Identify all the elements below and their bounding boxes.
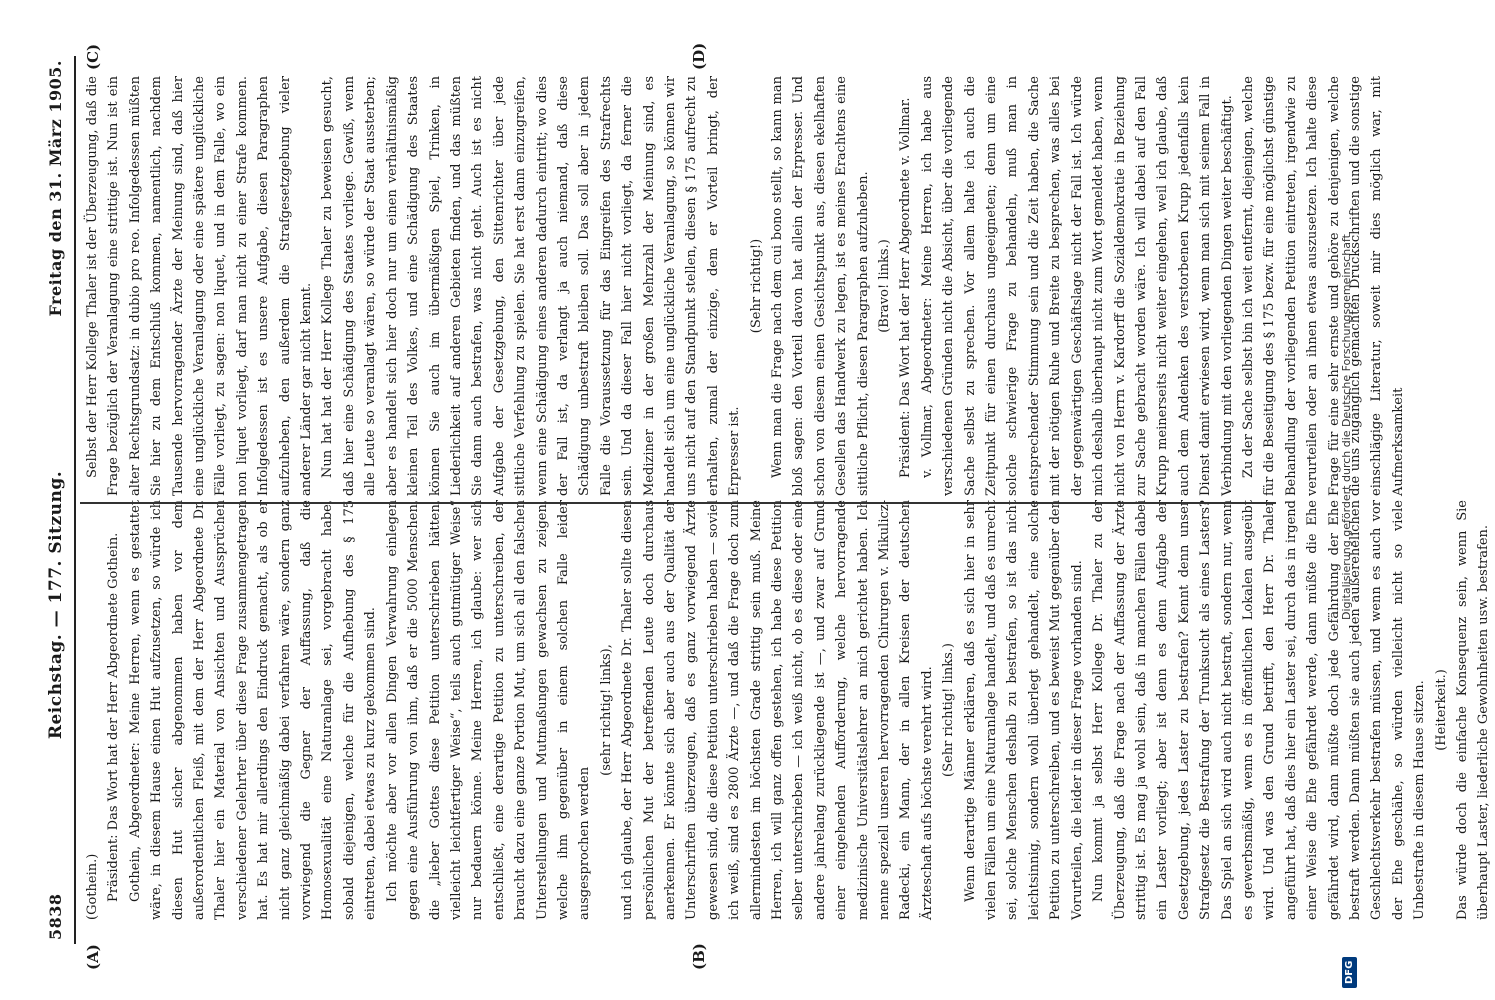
paragraph: Das würde doch die einfache Konsequenz sein, wenn Sie überhaupt Laster, liederliche Gewohnheiten usw. bestrafen. <box>1455 500 1492 920</box>
page-date: Freitag den 31. März 1905. <box>46 60 65 317</box>
page-header <box>46 60 70 940</box>
dfg-logo: DFG <box>1342 957 1357 988</box>
margin-mark-a: (A) <box>84 944 102 970</box>
paragraph: v. Vollmar, Abgeordneter: Meine Herren, ich habe aus verschiedenen Gründen nicht die Absicht, über die vorliegende Sache selbst zu sprechen. Vor allem halte ich auch die Zeitpunkt für einen durchaus ungeeigneten; denn um eine solche schwierige Frage zu behandeln, muß man in entsprechender Stimmung sein und die Zeit haben, die Sache mit der nötigen Ruhe und Breite zu besprechen, was alles bei der gegenwärtigen Geschäftslage nicht der Fall ist. Ich würde mich deshalb überhaupt nicht zum Wort gemeldet haben, wenn nicht von Herrn v. Kardorff die Sozialdemokratie in Beziehung zur Sache gebracht worden wäre. Ich will dabei auf den Fall Krupp meinerseits nicht weiter eingehen, weil ich glaube, daß auch dem Andenken des verstorbenen Krupp jedenfalls kein Dienst damit erwiesen wird, wenn man sich mit seinem Fall in Verbindung mit den vorliegenden Dingen weiter beschäftigt. <box>919 76 1235 496</box>
page-number: 5838 <box>46 893 65 940</box>
interjection: (Heiterkeit.) <box>1433 669 1449 751</box>
margin-mark-b: (B) <box>690 943 708 970</box>
page-title: Reichstag. — 177. Sitzung. <box>46 470 66 740</box>
left-column <box>82 500 1492 920</box>
paragraph: Ich möchte aber vor allen Dingen Verwahrung einlegen gegen eine Ausführung von ihm, daß er die 5000 Menschen, die „lieber Gottes diese Petition unterschrieben hätten, vielleicht leichtfertiger Weise“, teils auch gutmütiger Weise“ nur bedauern könne. Meine Herren, ich glaube: wer sich entschließt, eine derartige Petition zu unterschreiben, der braucht dazu eine ganze Portion Mut, um sich all den falschen Unterstellungen und Mutmaßungen gewachsen zu zeigen, welche ihm gegenüber in einem solchen Falle leider ausgesprochen werden <box>384 500 593 920</box>
paragraph: Nun hat hat der Herr Kollege Thaler zu beweisen gesucht, daß hier eine Schädigung des Staates vorliege. Gewiß, wenn alle Leute so veranlagt wären, so würde der Staat aussterben; aber es handelt sich hier doch nur um einen verhältnismäßig kleinen Teil des Volkes, und eine Schädigung des Staates können Sie auch im übermäßigen Spiel, Trinken, in Liederlichkeit auf anderen Gebieten finden, und das müßten Sie dann auch bestrafen, was nicht geht. Auch ist es nicht Aufgabe der Gesetzgebung, den Sittenrichter über jede sittliche Verfehlung zu spielen. Sie hat erst dann einzugreifen, wenn eine Schädigung eines anderen dadurch eintritt; wo dies der Fall ist, da verlangt ja auch niemand, daß diese Schädigung unbestraft bleiben soll. Das soll aber in jedem Falle die Voraussetzung für das Eingreifen des Strafrechts sein. Und da dieser Fall hier nicht vorliegt, da ferner die Mediziner in der großen Mehrzahl der Meinung sind, es handelt sich um eine unglückliche Veranlagung, so können wir uns nicht auf den Standpunkt stellen, diesen § 175 aufrecht zu erhalten, zumal der einzige, dem er Vorteil bringt, der Erpresser ist. <box>320 76 743 496</box>
speaker-note: (Gothein.) <box>85 853 100 920</box>
margin-mark-c: (C) <box>84 43 102 70</box>
paragraph: Nun kommt ja selbst Herr Kollege Dr. Thaler zu der Überzeugung, daß die Frage nach der Auffassung der Ärzte strittig ist. Es mag ja wohl sein, daß in manchen Fällen dabei ein Laster vorliegt; aber ist denn es denn Aufgabe der Gesetzgebung, jedes Laster zu bestrafen? Kennt denn unser Strafgesetz die Bestrafung der Trunksucht als eines Lasters? Das Spiel an sich wird auch nicht bestraft, sondern nur, wenn es gewerbsmäßig, wenn es in öffentlichen Lokalen ausgeübt wird. Und was den Grund betrifft, den Herr Dr. Thaler angeführt hat, daß dies hier ein Laster sei, durch das in irgend einer Weise die Ehe gefährdet werde, dann müßte die Ehe gefährdet wird, dann müßte doch jede Gefährdung der Ehe bestraft werden. Dann müßten sie auch jeden außerehelichen Geschlechtsverkehr bestrafen müssen, und wenn es auch vor der Ehe geschähe, so würden vielleicht nicht so viele Unbestrafte in diesem Hause sitzen. <box>1091 500 1428 920</box>
paragraph: Gothein, Abgeordneter: Meine Herren, wenn es gestattet wäre, in diesem Hause einen Hut aufzusetzen, so würde ich diesen Hut sicher abgenommen haben vor dem außerordentlichen Fleiß, mit dem der Herr Abgeordnete Dr. Thaler hier ein Material von Ansichten und Aussprüchen verschiedener Gelehrter über diese Frage zusammengetragen hat. Es hat mir allerdings den Eindruck gemacht, als ob er nicht ganz gleichmäßig dabei verfahren wäre, sondern ganz vorwiegend die Gegner der Auffassung, daß die Homosexualität eine Naturanlage sei, vorgebracht habe, sobald diejenigen, welche für die Aufhebung des § 175 eintreten, dabei etwas zu kurz gekommen sind. <box>127 500 379 920</box>
paragraph: Wenn derartige Männer erklären, daß es sich hier in sehr vielen Fällen um eine Naturanlage handelt, und daß es unrecht sei, solche Menschen deshalb zu bestrafen, so ist das nicht leichtsinnig, sondern wohl überlegt gehandelt, eine solche Petition zu unterschreiben, und es beweist Mut gegenüber den Vorurteilen, die leider in dieser Frage vorhanden sind. <box>962 500 1085 920</box>
header-rule <box>74 56 76 944</box>
interjection: (Bravo! links.) <box>877 239 893 333</box>
paragraph: Selbst der Herr Kollege Thaler ist der Überzeugung, daß die Frage bezüglich der Veranlagung eine strittige ist. Nun ist ein alter Rechtsgrundsatz: in dubio pro reo. Infolgedessen müßten Sie hier zu dem Entschluß kommen, namentlich, nachdem Tausende hervorragender Ärzte der Meinung sind, daß hier eine unglückliche Veranlagung oder eine spätere unglückliche Fälle vorliegt, zu sagen: non liquet, und in dem Falle, wo ein non liquet vorliegt, darf man nicht zu einer Strafe kommen. Infolgedessen ist es unsere Aufgabe, diesen Paragraphen aufzuheben, den außerdem die Strafgesetzgebung vieler anderer Länder gar nicht kennt. <box>85 76 315 496</box>
paragraph: Präsident: Das Wort hat der Herr Abgeordnete Gothein. <box>106 532 122 902</box>
digitization-note: Digitalisierung gefördert durch die Deutsche Forschungsgemeinschaft <box>1340 234 1353 620</box>
interjection: (Sehr richtig!) <box>748 238 764 334</box>
paragraph: Zu der Sache selbst bin ich weit entfernt, diejenigen, welche für die Beseitigung des § 175 bezw. für eine möglichst günstige Behandlung der vorliegenden Petition eintreten, irgendwie zu verurteilen oder an ihnen etwas auszusetzen. Ich halte diese Frage für eine sehr ernste und gehöre zu denjenigen, welche die uns zugänglich gemachten Druckschriften und die sonstige einschlägige Literatur, soweit mir dies möglich war, mit Aufmerksamkeit <box>1240 76 1406 496</box>
paragraph: Wenn man die Frage nach dem cui bono stellt, so kann man bloß sagen: den Vorteil davon hat allein der Erpresser. Und schon von diesem einen Gesichtspunkt aus, diesen ekelhaften Gesellen das Handwerk zu legen, ist es meines Erachtens eine sittliche Pflicht, diesen Paragraphen aufzuheben. <box>770 76 871 496</box>
interjection: (Sehr richtig! links.) <box>941 643 957 777</box>
paragraph: und ich glaube, der Herr Abgeordnete Dr. Thaler sollte diesen persönlichen Mut der betreffenden Leute doch durchaus anerkennen. Er könnte sich aber auch aus der Qualität der Unterschriften überzeugen, daß es ganz vorwiegend Ärzte gewesen sind, die diese Petition unterschrieben haben — soviel ich weiß, sind es 2800 Ärzte —, und daß die Frage doch zum allermindesten im höchsten Grade strittig sein muß. Meine Herren, ich will ganz offen gestehen, ich habe diese Petition selber unterschrieben — ich weiß nicht, ob es diese oder eine andere jahrelang zurückliegende ist —, und zwar auf Grund einer eingehenden Aufforderung, welche hervorragende medizinische Universitätslehrer an mich gerichtet haben. Ich nenne speziell unseren hervorragenden Chirurgen v. Mikulicz-Radecki, ein Mann, der in allen Kreisen der deutschen Ärzteschaft aufs höchste verehrt wird. <box>620 500 935 920</box>
paragraph: Präsident: Das Wort hat der Herr Abgeordnete v. Vollmar. <box>898 97 914 478</box>
column-divider <box>80 502 1276 504</box>
margin-mark-d: (D) <box>690 42 708 70</box>
interjection: (sehr richtig! links), <box>598 644 614 776</box>
